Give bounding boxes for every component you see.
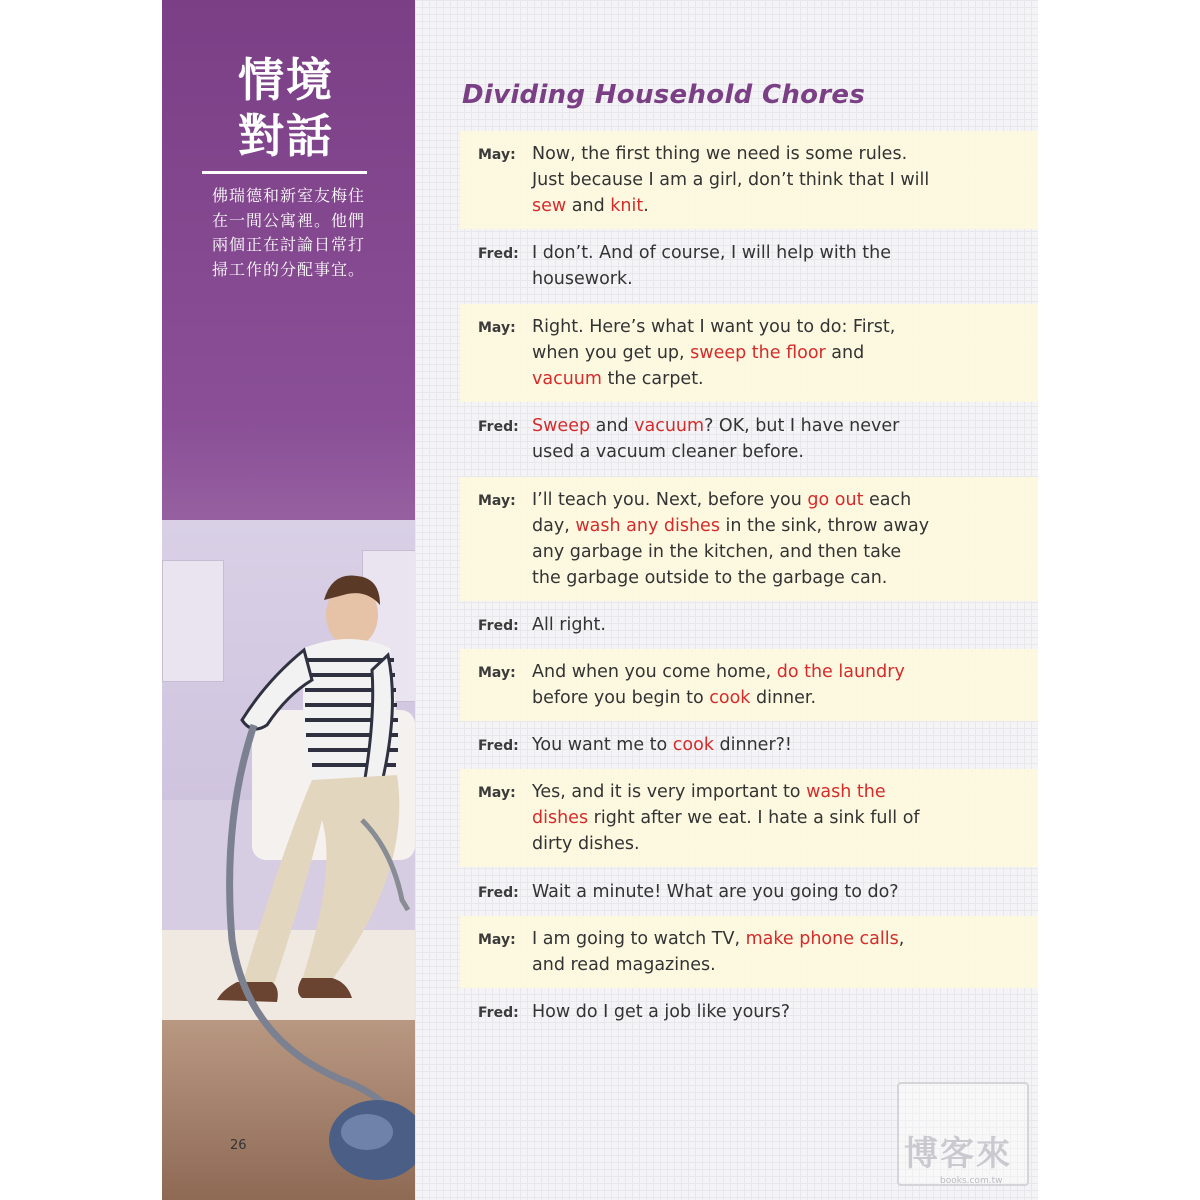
vocab-phrase: sweep the floor [690, 343, 826, 363]
dialog-text-segment: before you begin to [532, 688, 710, 708]
dialog-text-segment: right after we eat. I hate a sink full of dirty dishes. [532, 808, 920, 854]
speaker-label: Fred: [478, 1005, 519, 1021]
dialog-text-segment: dinner. [750, 688, 817, 708]
dialog-text-segment: the carpet. [601, 369, 704, 389]
sidebar-panel [162, 0, 415, 1200]
vocab-phrase: wash the dishes [532, 782, 886, 828]
vocab-phrase: cook [709, 688, 751, 708]
vocab-phrase: wash any dishes [575, 516, 720, 536]
speaker-label: Fred: [478, 246, 519, 262]
dialog-turn [460, 304, 1038, 402]
dialog-line [532, 240, 932, 292]
dialog-text-segment: and [590, 416, 635, 436]
dialog-text-segment: All right. [532, 615, 606, 635]
dialog-line [532, 487, 932, 591]
dialog-line [532, 314, 932, 392]
section-title [238, 52, 334, 164]
vocab-phrase: Sweep [532, 416, 591, 436]
speaker-label: May: [478, 320, 516, 336]
speaker-label: May: [478, 785, 516, 801]
dialog-title: Dividing Household Chores [462, 80, 866, 110]
dialog-line [532, 779, 932, 857]
page-number: 26 [230, 1138, 247, 1153]
speaker-label: Fred: [478, 885, 519, 901]
dialog-text-segment: And when you come home, [532, 662, 777, 682]
dialog-turn [460, 769, 1038, 867]
watermark-url: books.com.tw [940, 1176, 1003, 1186]
title-divider [202, 171, 367, 174]
dialog-turn [460, 916, 1038, 988]
vocab-phrase: make phone calls [745, 929, 899, 949]
dialog-line [532, 141, 932, 219]
dialog-line [532, 999, 932, 1025]
dialog-turn [460, 403, 1038, 475]
vocab-phrase: vacuum [532, 369, 602, 389]
speaker-label: Fred: [478, 419, 519, 435]
dialog-line [532, 926, 932, 978]
speaker-label: May: [478, 147, 516, 163]
dialog-text-segment: ? OK, but I have never used a vacuum cleaner before. [532, 416, 900, 462]
speaker-label: Fred: [478, 618, 519, 634]
dialog-line [532, 659, 932, 711]
dialog-text-segment: I am going to watch TV, [532, 929, 746, 949]
speaker-label: Fred: [478, 738, 519, 754]
dialog-text-segment: . [643, 196, 649, 216]
dialog-text-segment: Now, the first thing we need is some rules. Just because I am a girl, don’t think that I will [532, 144, 930, 190]
dialog-text-segment: dinner?! [713, 735, 792, 755]
dialog-line [532, 732, 932, 758]
vocab-phrase: vacuum [634, 416, 705, 436]
dialog-text-segment: How do I get a job like yours? [532, 1002, 790, 1022]
vacuuming-photo [162, 520, 415, 1200]
dialog-turn [460, 131, 1038, 229]
dialog-line [532, 612, 932, 638]
dialog-text-segment: in the sink, throw away any garbage in the kitchen, and then take the garbage outside to the garbage can. [532, 516, 930, 588]
dialog-turn [460, 722, 1038, 766]
dialog-line [532, 879, 932, 905]
dialog-text-segment: each day, [532, 490, 912, 536]
vocab-phrase: knit [610, 196, 644, 216]
dialog-turn [460, 989, 1038, 1033]
man-vacuuming-illustration [162, 520, 415, 1200]
dialog-text-segment: I don’t. And of course, I will help with the housework. [532, 243, 891, 289]
vocab-phrase: sew [532, 196, 567, 216]
dialog-turn [460, 230, 1038, 302]
dialog-text-segment: and [566, 196, 611, 216]
dialog-turn [460, 869, 1038, 913]
dialog-text-segment: Right. Here’s what I want you to do: First, when you get up, [532, 317, 896, 363]
speaker-label: May: [478, 665, 516, 681]
dialog-text-segment: Wait a minute! What are you going to do? [532, 882, 899, 902]
section-title-line-1: 情境 [238, 53, 334, 107]
watermark-text: 博客來 [904, 1134, 1012, 1174]
speaker-label: May: [478, 932, 516, 948]
dialog-turn [460, 602, 1038, 646]
dialog-text-segment: Yes, and it is very important to [532, 782, 807, 802]
speaker-label: May: [478, 493, 516, 509]
dialog-turn [460, 649, 1038, 721]
dialog-line [532, 413, 932, 465]
vocab-phrase: do the laundry [776, 662, 905, 682]
section-title-line-2: 對話 [238, 109, 334, 163]
vocab-phrase: go out [807, 490, 864, 510]
vocab-phrase: cook [672, 735, 714, 755]
watermark-logo [892, 1082, 1032, 1192]
dialog-turn [460, 477, 1038, 601]
dialog-text-segment: I’ll teach you. Next, before you [532, 490, 808, 510]
book-page [162, 0, 1038, 1200]
dialog-text-segment: and [825, 343, 865, 363]
dialog-text-segment: You want me to [532, 735, 673, 755]
dialog-text-segment: , and read magazines. [532, 929, 905, 975]
intro-text: 佛瑞德和新室友梅住在一間公寓裡。他們兩個正在討論日常打掃工作的分配事宜。 [212, 186, 366, 279]
